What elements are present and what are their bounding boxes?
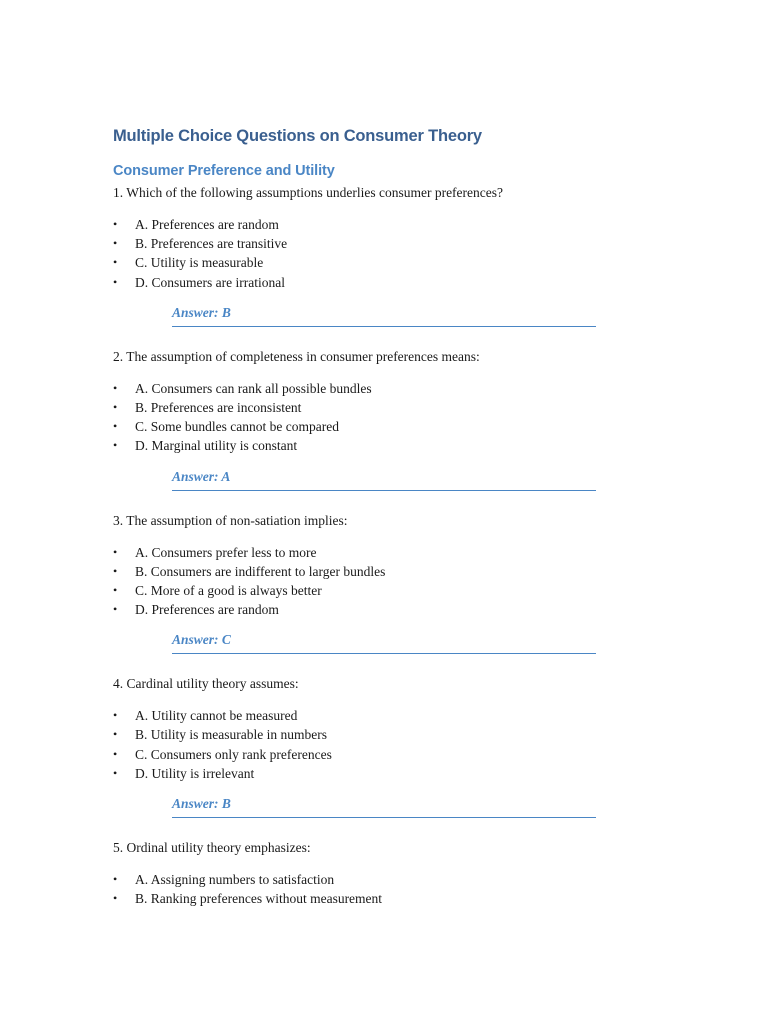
options-list	[113, 215, 603, 292]
option-label: A. Preferences are random	[135, 217, 279, 232]
option-label: C. Utility is measurable	[135, 255, 264, 271]
question-2	[113, 347, 603, 491]
document-page	[113, 125, 603, 908]
spacer	[113, 818, 603, 838]
option-item	[113, 725, 603, 744]
bullet-icon: •	[113, 236, 118, 251]
option-label: D. Marginal utility is constant	[135, 438, 298, 454]
bullet-icon: •	[113, 582, 118, 597]
document-title: Multiple Choice Questions on Consumer Theory	[113, 127, 482, 145]
spacer	[113, 654, 603, 674]
bullet-icon: •	[113, 563, 118, 578]
bullet-icon: •	[113, 255, 118, 270]
option-item	[113, 215, 603, 234]
bullet-icon: •	[113, 438, 118, 453]
option-item	[113, 745, 603, 764]
spacer	[113, 327, 603, 347]
option-item	[113, 764, 603, 783]
option-label: D. Consumers are irrational	[135, 274, 285, 290]
option-label: B. Consumers are indifferent to larger bundles	[135, 563, 386, 579]
answer-text: Answer: B	[172, 304, 231, 320]
option-label: B. Ranking preferences without measurement	[135, 891, 383, 907]
option-label: B. Preferences are transitive	[135, 236, 288, 252]
option-item	[113, 398, 603, 417]
answer-text: Answer: C	[172, 632, 231, 648]
bullet-icon: •	[113, 891, 118, 906]
option-item	[113, 234, 603, 253]
options-list	[113, 379, 603, 456]
bullet-icon: •	[113, 708, 118, 723]
option-item	[113, 417, 603, 436]
bullet-icon: •	[113, 419, 118, 434]
question-text: 3. The assumption of non-satiation implies:	[113, 512, 348, 528]
bullet-icon: •	[113, 765, 118, 780]
option-label: B. Preferences are inconsistent	[135, 399, 302, 415]
section-heading: Consumer Preference and Utility	[113, 163, 335, 179]
question-text: 2. The assumption of completeness in consumer preferences means:	[113, 348, 480, 364]
option-label: C. Some bundles cannot be compared	[135, 419, 339, 435]
answer-box	[172, 304, 596, 327]
question-3	[113, 511, 603, 655]
option-label: A. Utility cannot be measured	[135, 708, 298, 724]
question-text: 4. Cardinal utility theory assumes:	[113, 676, 299, 692]
spacer	[113, 491, 603, 511]
options-list	[113, 706, 603, 783]
bullet-icon: •	[113, 727, 118, 742]
question-text: 1. Which of the following assumptions underlies consumer preferences?	[113, 185, 504, 200]
answer-text: Answer: A	[172, 468, 231, 484]
bullet-icon: •	[113, 380, 118, 395]
bullet-icon: •	[113, 544, 118, 559]
answer-box	[172, 468, 596, 491]
option-label: C. More of a good is always better	[135, 582, 322, 598]
bullet-icon: •	[113, 399, 118, 414]
option-item	[113, 870, 603, 889]
answer-box	[172, 795, 596, 818]
bullet-icon: •	[113, 274, 118, 289]
question-4	[113, 674, 603, 818]
option-item	[113, 706, 603, 725]
option-label: D. Utility is irrelevant	[135, 765, 255, 781]
option-item	[113, 379, 603, 398]
question-5	[113, 838, 603, 908]
option-item	[113, 436, 603, 455]
answer-box	[172, 631, 596, 654]
options-list	[113, 543, 603, 620]
option-item	[113, 562, 603, 581]
option-item	[113, 273, 603, 292]
option-item	[113, 543, 603, 562]
question-text: 5. Ordinal utility theory emphasizes:	[113, 840, 311, 855]
options-list	[113, 870, 603, 908]
bullet-icon: •	[113, 602, 118, 617]
option-label: A. Consumers prefer less to more	[135, 544, 317, 560]
option-item	[113, 581, 603, 600]
option-label: C. Consumers only rank preferences	[135, 746, 332, 762]
option-label: D. Preferences are random	[135, 602, 279, 618]
option-label: A. Assigning numbers to satisfaction	[135, 872, 335, 887]
answer-text: Answer: B	[172, 796, 231, 811]
bullet-icon: •	[113, 217, 118, 231]
question-1	[113, 183, 603, 327]
option-item	[113, 253, 603, 272]
option-label: A. Consumers can rank all possible bundles	[135, 380, 372, 396]
bullet-icon: •	[113, 746, 118, 761]
option-item	[113, 600, 603, 619]
option-item	[113, 889, 603, 908]
option-label: B. Utility is measurable in numbers	[135, 727, 327, 743]
bullet-icon: •	[113, 872, 118, 886]
